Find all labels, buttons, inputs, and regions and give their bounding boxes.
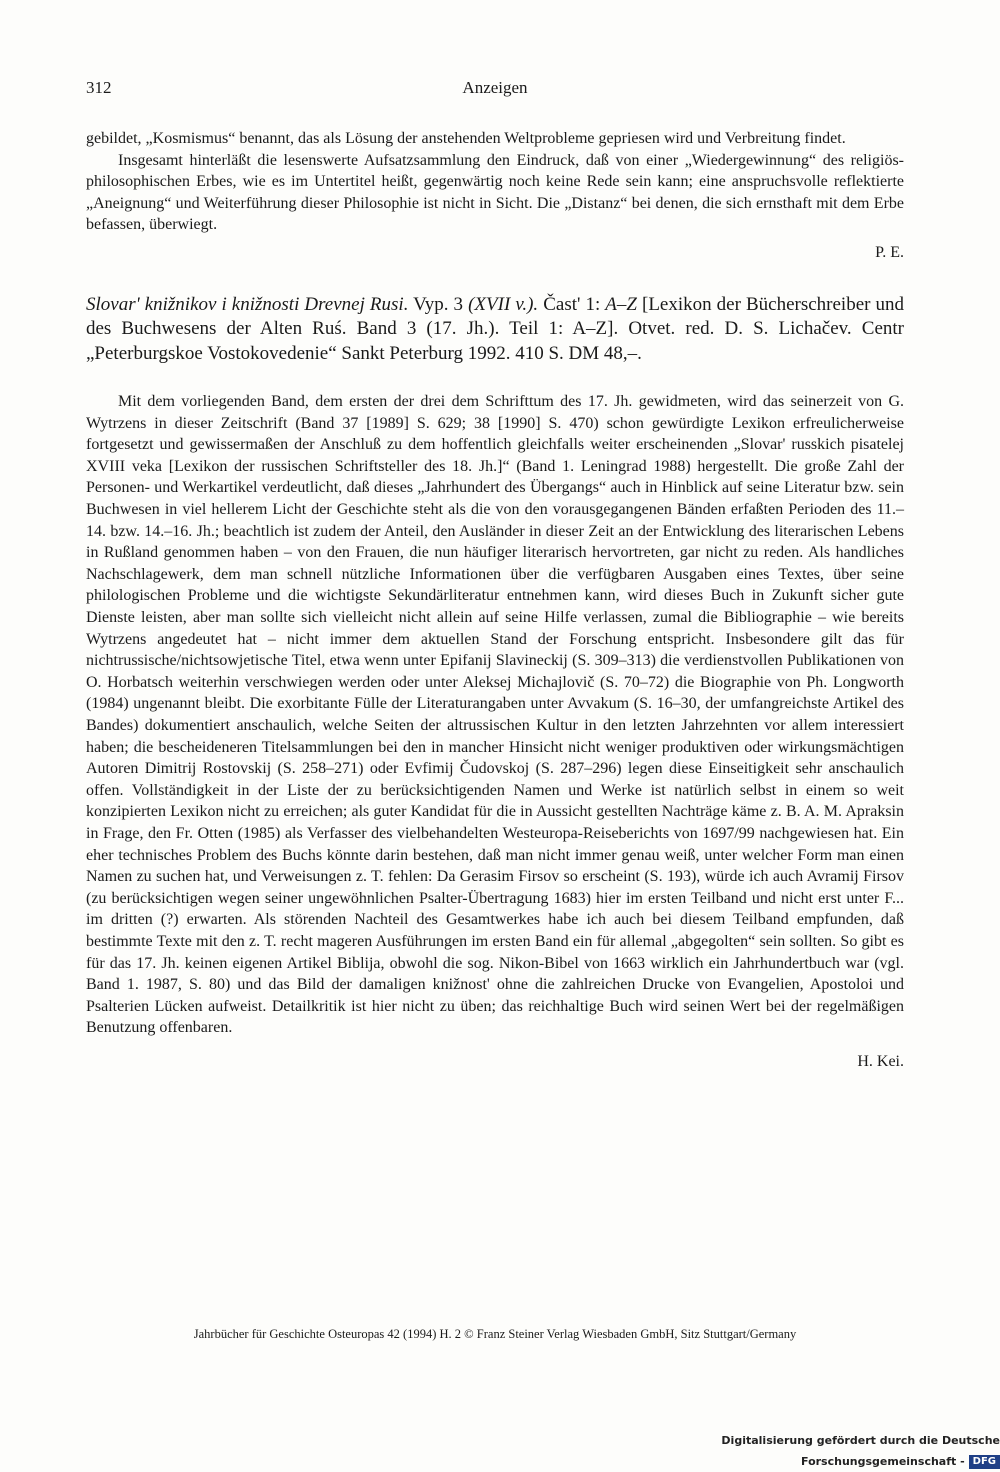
page-header (86, 78, 904, 102)
title-part: Čast' 1: (538, 293, 606, 315)
paragraph-conclusion: Insgesamt hinterläßt die lesenswerte Aufsatzsammlung den Eindruck, daß von einer „Wiedergewinnung“ des religiös-philosophischen Erbes, wie es im Untertitel heißt, gegenwärtig noch keine Rede sein kann; eine anspruchsvolle reflektierte „Aneignung“ und Weiterführung dieser Philosophie ist nicht in Sicht. Die „Distanz“ bei denen, die sich ernsthaft mit dem Erbe befassen, überwiegt. (86, 151, 904, 234)
digitization-text: Digitalisierung gefördert durch die Deutsche Forschungsgemeinschaft - (721, 1434, 1000, 1468)
title-range: A–Z (605, 293, 637, 315)
digitization-notice (600, 1430, 1000, 1468)
running-title: Anzeigen (462, 78, 528, 97)
title-bibliographic: [Lexikon der Bücherschreiber und des Buchwesens der Alten Ruś. Band 3 (17. Jh.). Teil 1: A–Z]. Otvet. red. D. S. Lichačev. Centr „Peterburgskoe Vostokovedenie“ Sankt Peterburg 1992. 410 S. DM 48,–. (86, 293, 905, 364)
review-heading (86, 293, 904, 367)
review-body: Mit dem vorliegenden Band, dem ersten der drei dem Schrifttum des 17. Jh. gewidmeten, wird das seinerzeit von G. Wytrzens in dieser Zeitschrift (Band 37 [1989] S. 629; 38 [1990] S. 470) schon gewürdigte Lexikon erfreulicherweise fortgesetzt und gewissermaßen der Anschluß zu dem hoffentlich gleichfalls weiter erscheinenden „Slovar' russkich pisatelej XVIII veka [Lexikon der russischen Schriftsteller des 18. Jh.]“ (Band 1. Leningrad 1988) hergestellt. Die große Zahl der Personen- und Werkartikel verdeutlicht, daß dieses „Jahrhundert des Übergangs“ auch in Hinblick auf seine Literatur bzw. sein Buchwesen in viel hellerem Licht der Geschichte steht als die von den vorausgegangenen Bänden erfaßten Perioden des 11.–14. bzw. 14.–16. Jh.; beachtlich ist zudem der Anteil, den Ausländer in dieser Zeit an der Entwicklung des literarischen Lebens in Rußland genommen haben – von den Frauen, die nun häufiger literarisch hervortreten, gar nicht zu reden. Als handliches Nachschlagewerk, dem man schnell nützliche Informationen über die verfügbaren Ausgaben eines Textes, über seine philologischen Probleme und die wichtigste Sekundärliteratur entnehmen kann, wird dieses Buch in Zukunft sicher gute Dienste leisten, aber man sollte sich vielleicht nicht allein auf seine Hilfe verlassen, zumal die Bibliographie – wie bereits Wytrzens angedeutet hat – nicht immer dem aktuellen Stand der Forschung entspricht. Insbesondere gilt das für nichtrussische/nichtsowjetische Titel, etwa wenn unter Epifanij Slavineckij (S. 309–313) die verdienstvollen Publikationen von O. Horbatsch weiterhin verschwiegen werden oder unter Aleksej Michajlovič (S. 70–72) die Biographie von Ph. Longworth (1984) ungenannt bleibt. Die exorbitante Fülle der Literaturangaben unter Avvakum (S. 16–30, der umfangreichste Artikel des Bandes) dokumentiert anschaulich, welche Seiten der altrussischen Kultur in den letzten Jahrzehnten vor allem interessiert haben; die bescheideneren Titelsammlungen bei den in mancher Hinsicht nicht weniger produktiven oder wirkungsmächtigen Autoren Dimitrij Rostovskij (S. 258–271) oder Evfimij Čudovskoj (S. 287–296) legen diese Einseitigkeit sehr anschaulich offen. Vollständigkeit in der Liste der zu berücksichtigenden Namen und Werke ist natürlich selbst in einem so weit konzipierten Lexikon nicht zu erreichen; als guter Kandidat für die in Aussicht gestellten Nachträge käme z. B. A. M. Apraksin in Frage, den Fr. Otten (1985) als Verfasser des vielbehandelten Westeuropa-Reiseberichts von 1697/99 nachgewiesen hat. Ein eher technisches Problem des Buchs könnte darin bestehen, daß man nicht immer genau weiß, unter welcher Form man einen Namen zu suchen hat, und Verweisungen z. T. fehlen: Da Gerasim Firsov so erscheint (S. 193), würde ich auch Avramij Firsov (zu berücksichtigen wegen seiner ungewöhnlichen Psalter-Übertragung 1683) hier im ersten Teilband und nicht erst unter F... im dritten (?) erwarten. Als störenden Nachteil des Gesamtwerkes habe ich auch bei diesem Teilband empfunden, daß bestimmte Texte mit den z. T. recht mageren Ausführungen im ersten Band ein für allemal „abgegolten“ sein sollten. So gibt es für das 17. Jh. keinen eigenen Artikel Biblija, obwohl die sog. Nikon-Bibel von 1663 wirklich ein Jahrhundertbuch war (vgl. Band 1. 1987, S. 80) und das Bild der damaligen knižnost' ohne die zahlreichen Drucke von Evangelien, Apostoloi und Psalterien Lücken aufweist. Detailkritik ist hier nicht zu üben; das reichhaltige Buch wird seinen Wert bei der regelmäßigen Benutzung offenbaren. (86, 393, 904, 1037)
title-vyp: Vyp. 3 (408, 293, 469, 315)
page-number: 312 (86, 78, 112, 97)
reviewer-signature: P. E. (875, 243, 904, 261)
journal-footer: Jahrbücher für Geschichte Osteuropas 42 (1994) H. 2 © Franz Steiner Verlag Wiesbaden GmbH, Sitz Stuttgart/Germany (193, 1327, 797, 1341)
reviewer-signature-2: H. Kei. (857, 1052, 904, 1070)
title-century: (XVII v.). (468, 293, 539, 315)
paragraph-continued: gebildet, „Kosmismus“ benannt, das als Lösung der anstehenden Weltprobleme gepriesen wird und Verbreitung findet. (86, 130, 846, 147)
page-body (86, 128, 904, 1072)
title-italic: Slovar' knižnikov i knižnosti Drevnej Rusi. (86, 293, 409, 315)
dfg-logo: DFG (969, 1455, 1000, 1469)
